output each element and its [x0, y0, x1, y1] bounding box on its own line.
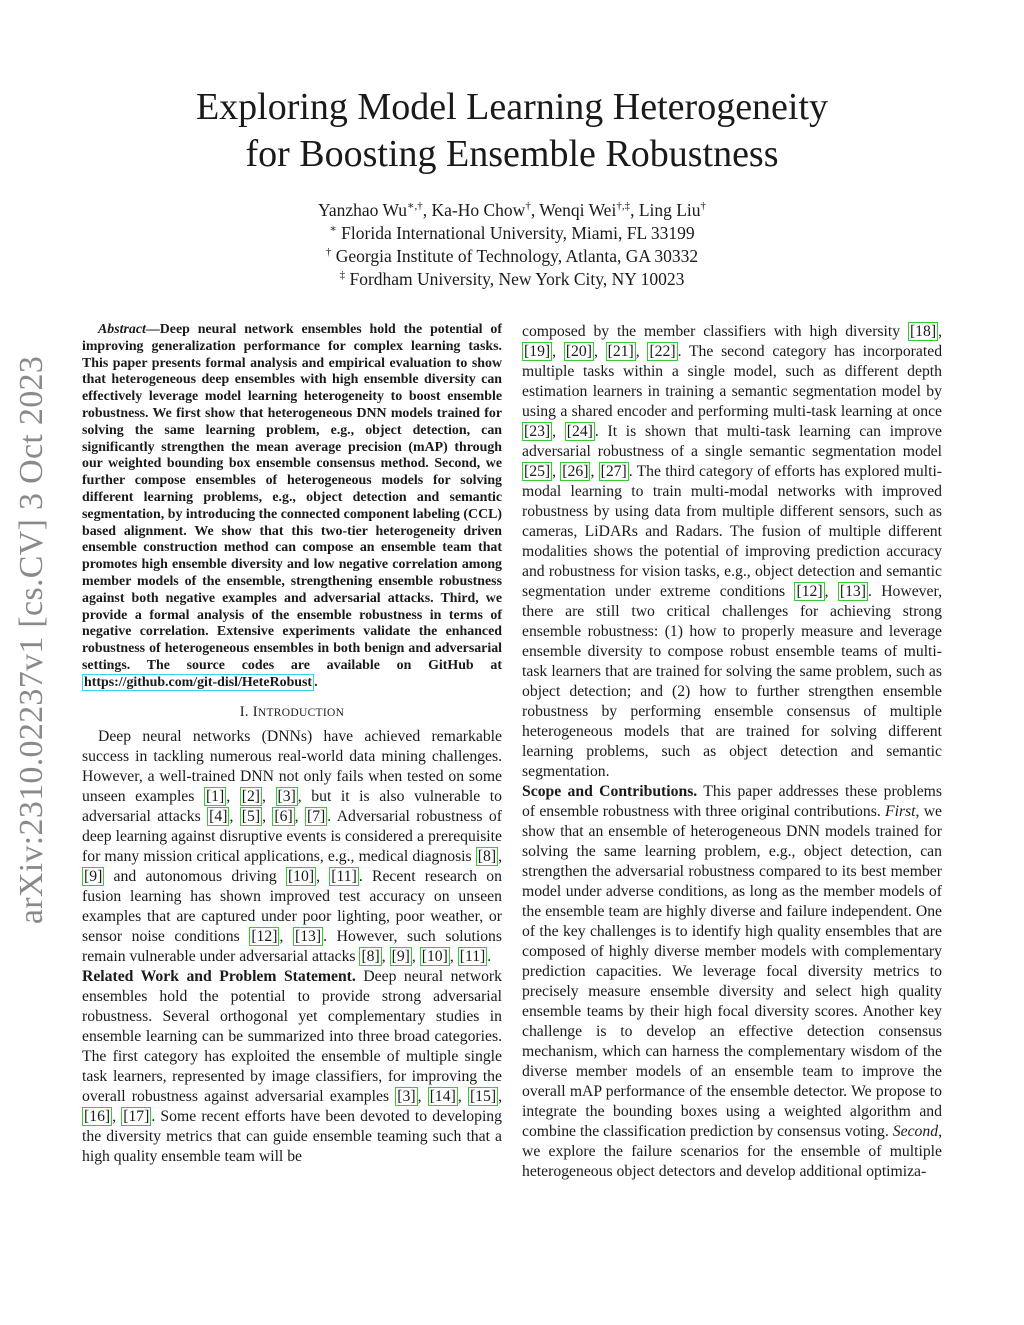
related-work-paragraph: [82, 967, 502, 1167]
citation[interactable]: [14]: [429, 1087, 456, 1105]
abstract-dash: —: [145, 322, 160, 337]
citation[interactable]: [21]: [607, 343, 634, 360]
separator: ,: [552, 463, 561, 480]
title-line-1: Exploring Model Learning Heterogeneity: [195, 86, 829, 128]
separator: ,: [552, 343, 564, 360]
section-first-letter: I: [252, 703, 258, 720]
affiliation-2-text: Georgia Institute of Technology, Atlanta, GA 30332: [331, 246, 699, 266]
section-rest: NTRODUCTION: [257, 706, 345, 719]
left-column: [82, 322, 502, 1167]
right-text-2: . The second category has incorporated multiple tasks within a single model, such as different depth estimation learners in training a semantic segmentation model by using a shared encoder and performing multi-task learning at once: [522, 343, 943, 420]
author-1: Yanzhao Wu: [317, 200, 408, 220]
separator: ,: [294, 807, 305, 825]
scope-paragraph: [522, 782, 942, 1182]
abstract-label: Abstract: [98, 322, 146, 337]
citation[interactable]: [25]: [524, 463, 551, 480]
second-emphasis: Second: [892, 1123, 939, 1140]
author-block: [100, 199, 924, 291]
citation[interactable]: [3]: [277, 787, 296, 805]
citation[interactable]: [17]: [123, 1107, 150, 1125]
separator: ,: [590, 463, 599, 480]
affiliation-1-text: Florida International University, Miami, FL 33199: [336, 223, 695, 243]
author-names: [100, 199, 924, 222]
citation[interactable]: [10]: [287, 867, 315, 885]
related-text-2: . Some recent efforts have been devoted to developing the diversity metrics that can guide ensemble teaming such that a high quality ensemble team will be: [82, 1107, 502, 1165]
citation[interactable]: [11]: [459, 947, 486, 965]
citation[interactable]: [8]: [361, 947, 380, 965]
author-1-sup: ∗,†: [407, 200, 423, 213]
separator: ,: [226, 787, 240, 805]
affiliation-2: [100, 245, 924, 268]
right-column: [522, 322, 942, 1182]
citation[interactable]: [10]: [421, 947, 448, 965]
author-3-sup: †,‡: [616, 200, 631, 213]
citation[interactable]: [1]: [205, 787, 225, 805]
intro-text-6: . However, such solutions remain vulnerable under adversarial attacks: [82, 927, 503, 965]
citation[interactable]: [8]: [477, 847, 497, 865]
author-4-sup: †: [700, 200, 707, 213]
citation[interactable]: [9]: [391, 947, 410, 965]
right-text-4: . The third category of efforts has explored multi-modal learning to train multi-modal networks with improved robustness by using data from multiple different sensors, such as cameras, LiDARs and Radars. The fusion of multiple different modalities shows the potential of improving prediction accuracy and robustness for vision tasks, e.g., object detection and semantic segmentation under extreme conditions: [522, 463, 943, 600]
citation[interactable]: [19]: [524, 343, 551, 360]
separator: ,: [411, 947, 420, 965]
separator: ,: [498, 1087, 503, 1105]
citation[interactable]: [26]: [562, 463, 589, 480]
author-3: , Wenqi Wei: [530, 200, 617, 220]
citation[interactable]: [9]: [84, 867, 103, 885]
github-link[interactable]: https://github.com/git-disl/HeteRobust: [84, 674, 313, 690]
affiliation-3-symbol: ‡: [339, 269, 346, 282]
separator: ,: [316, 867, 330, 885]
citation[interactable]: [27]: [600, 463, 627, 480]
citation[interactable]: [23]: [524, 423, 551, 440]
citation[interactable]: [5]: [241, 807, 261, 825]
intro-text-7: .: [487, 947, 492, 965]
related-text-1: Deep neural network ensembles hold the potential to provide strong adversarial robustness. Several orthogonal yet complementary studies in ensemble learning can be summarized into three broad categories. The first category has exploited the ensemble of multiple single task learners, represented by image classifiers, for improving the overall robustness against adversarial examples: [82, 967, 502, 1105]
scope-text-3: , we explore the failure scenarios for the ensemble of multiple heterogeneous object detectors and develop additional optimiza-: [522, 1123, 942, 1180]
intro-text-1: Deep neural networks (DNNs) have achieved remarkable success in tackling numerous real-world data mining challenges. However, a well-trained DNN not only fails when tested on some unseen examples: [82, 727, 502, 805]
section-heading-introduction: [82, 704, 502, 721]
affiliation-1-symbol: ∗: [329, 223, 337, 236]
citation[interactable]: [18]: [909, 323, 937, 340]
separator: ,: [417, 1087, 428, 1105]
citation[interactable]: [22]: [649, 343, 676, 360]
citation[interactable]: [16]: [84, 1107, 111, 1125]
separator: ,: [824, 583, 838, 600]
intro-text-4: and autonomous driving: [104, 867, 286, 885]
abstract-text: Deep neural network ensembles hold the potential of improving generalization performance for complex learning tasks. This paper presents formal analysis and empirical evaluation to show that heterogeneous deep ensembles with high ensemble diversity can effectively leverage model learning heterogeneity to boost ensemble robustness. We first show that heterogeneous DNN models trained for solving the same learning problem, e.g., object detection, can significantly strengthen the mean average precision (mAP) through our weighted bounding box ensemble consensus method. Second, we further compose ensembles of heterogeneous models for solving different learning problems, e.g., object detection and semantic segmentation, by introducing the connected component labeling (CCL) based alignment. We show that this two-tier heterogeneity driven ensemble construction method can compose an ensemble team that promotes high ensemble diversity and low negative correlation among member models of the ensemble, strengthening ensemble robustness against both negative examples and adversarial attacks. Third, we provide a formal analysis of the ensemble robustness in terms of negative correlation. Extensive experiments validate the enhanced robustness of heterogeneous ensembles in both benign and adversarial settings. The source codes are available on GitHub at: [82, 322, 502, 673]
separator: ,: [449, 947, 458, 965]
right-text-5: . However, there are still two critical challenges for achieving strong ensemble robustness: (1) how to properly measure and leverage ensemble diversity to compose robust ensemble teams of multi-task learners that are trained for solving the same problem, such as object detection; and (2) how to further strengthen ensemble robustness by performing ensemble consensus of multiple heterogeneous models that are trained for solving different learning problems, such as object detection and semantic segmentation.: [522, 583, 942, 780]
arxiv-identifier-stamp: [12, 345, 52, 935]
author-2: , Ka-Ho Chow: [422, 200, 526, 220]
separator: ,: [635, 343, 648, 360]
arxiv-stamp-text: arXiv:2310.02237v1 [cs.CV] 3 Oct 2023: [13, 355, 50, 925]
citation[interactable]: [11]: [331, 867, 357, 885]
intro-text-3: . Adversarial robustness of deep learning against disruptive events is considered a prerequisite for many mission critical applications, e.g., medical diagnosis: [82, 807, 502, 865]
separator: ,: [498, 847, 502, 865]
separator: ,: [112, 1107, 122, 1125]
separator: ,: [279, 927, 293, 945]
right-text-1: composed by the member classifiers with high diversity: [522, 323, 908, 340]
separator: ,: [262, 787, 276, 805]
related-work-heading: Related Work and Problem Statement.: [82, 967, 356, 985]
scope-text-1: This paper addresses these problems of ensemble robustness with three original contributions.: [522, 783, 942, 820]
abstract: [82, 322, 502, 692]
separator: ,: [457, 1087, 468, 1105]
title-line-2: for Boosting Ensemble Robustness: [245, 133, 779, 175]
paper-title: [100, 84, 924, 178]
author-2-sup: †: [525, 200, 531, 213]
abstract-end: .: [314, 674, 318, 690]
citation[interactable]: [3]: [397, 1087, 416, 1105]
author-4: , Ling Liu: [630, 200, 701, 220]
citation[interactable]: [4]: [209, 807, 228, 825]
right-text-3: . It is shown that multi-task learning can improve adversarial robustness of a single semantic segmentation model: [522, 423, 942, 460]
separator: ,: [381, 947, 390, 965]
intro-paragraph: [82, 727, 502, 967]
citation[interactable]: [20]: [565, 343, 592, 360]
intro-text-2: , but it is also vulnerable to adversarial attacks: [82, 787, 502, 825]
citation[interactable]: [13]: [294, 927, 322, 945]
first-emphasis: First: [885, 803, 916, 820]
citation[interactable]: [24]: [566, 423, 593, 440]
citation[interactable]: [6]: [274, 807, 293, 825]
separator: ,: [262, 807, 273, 825]
affiliation-2-symbol: †: [325, 246, 332, 259]
citation[interactable]: [15]: [469, 1087, 497, 1105]
intro-text-5: . Recent research on fusion learning has shown improved test accuracy on unseen examples that are captured under poor lighting, poor weather, or sensor noise conditions: [82, 867, 502, 945]
affiliation-1: [100, 222, 924, 245]
citation[interactable]: [13]: [839, 583, 866, 600]
citation[interactable]: [12]: [796, 583, 823, 600]
citation[interactable]: [12]: [251, 927, 278, 945]
scope-text-2: , we show that an ensemble of heterogeneous DNN models trained for solving the same learning problem, e.g., object detection, can strengthen the adversarial robustness compared to its best member model under adverse conditions, as long as the member models of the ensemble team are highly diverse and failure independent. One of the key challenges is to identify high quality ensembles that are composed of highly diverse member models with complementary prediction capacities. We leverage focal diversity metrics to precisely measure ensemble diversity and select high quality ensemble teams by their high focal diversity scores. Another key challenge is to develop an effective detection consensus mechanism, which can harness the complementary wisdom of the diverse member models of an ensemble team to improve the overall mAP performance of the ensemble detector. We propose to integrate the bounding boxes using a weighted algorithm and combine the classification prediction by consensus voting.: [522, 803, 942, 1140]
related-work-continuation: [522, 322, 942, 782]
section-number: I.: [239, 703, 253, 720]
separator: ,: [229, 807, 240, 825]
affiliation-3: [100, 268, 924, 291]
citation[interactable]: [7]: [306, 807, 326, 825]
separator: ,: [593, 343, 606, 360]
separator: ,: [552, 423, 565, 440]
scope-heading: Scope and Contributions.: [522, 783, 698, 800]
affiliation-3-text: Fordham University, New York City, NY 10023: [345, 269, 685, 289]
citation[interactable]: [2]: [241, 787, 261, 805]
separator: ,: [938, 323, 942, 340]
